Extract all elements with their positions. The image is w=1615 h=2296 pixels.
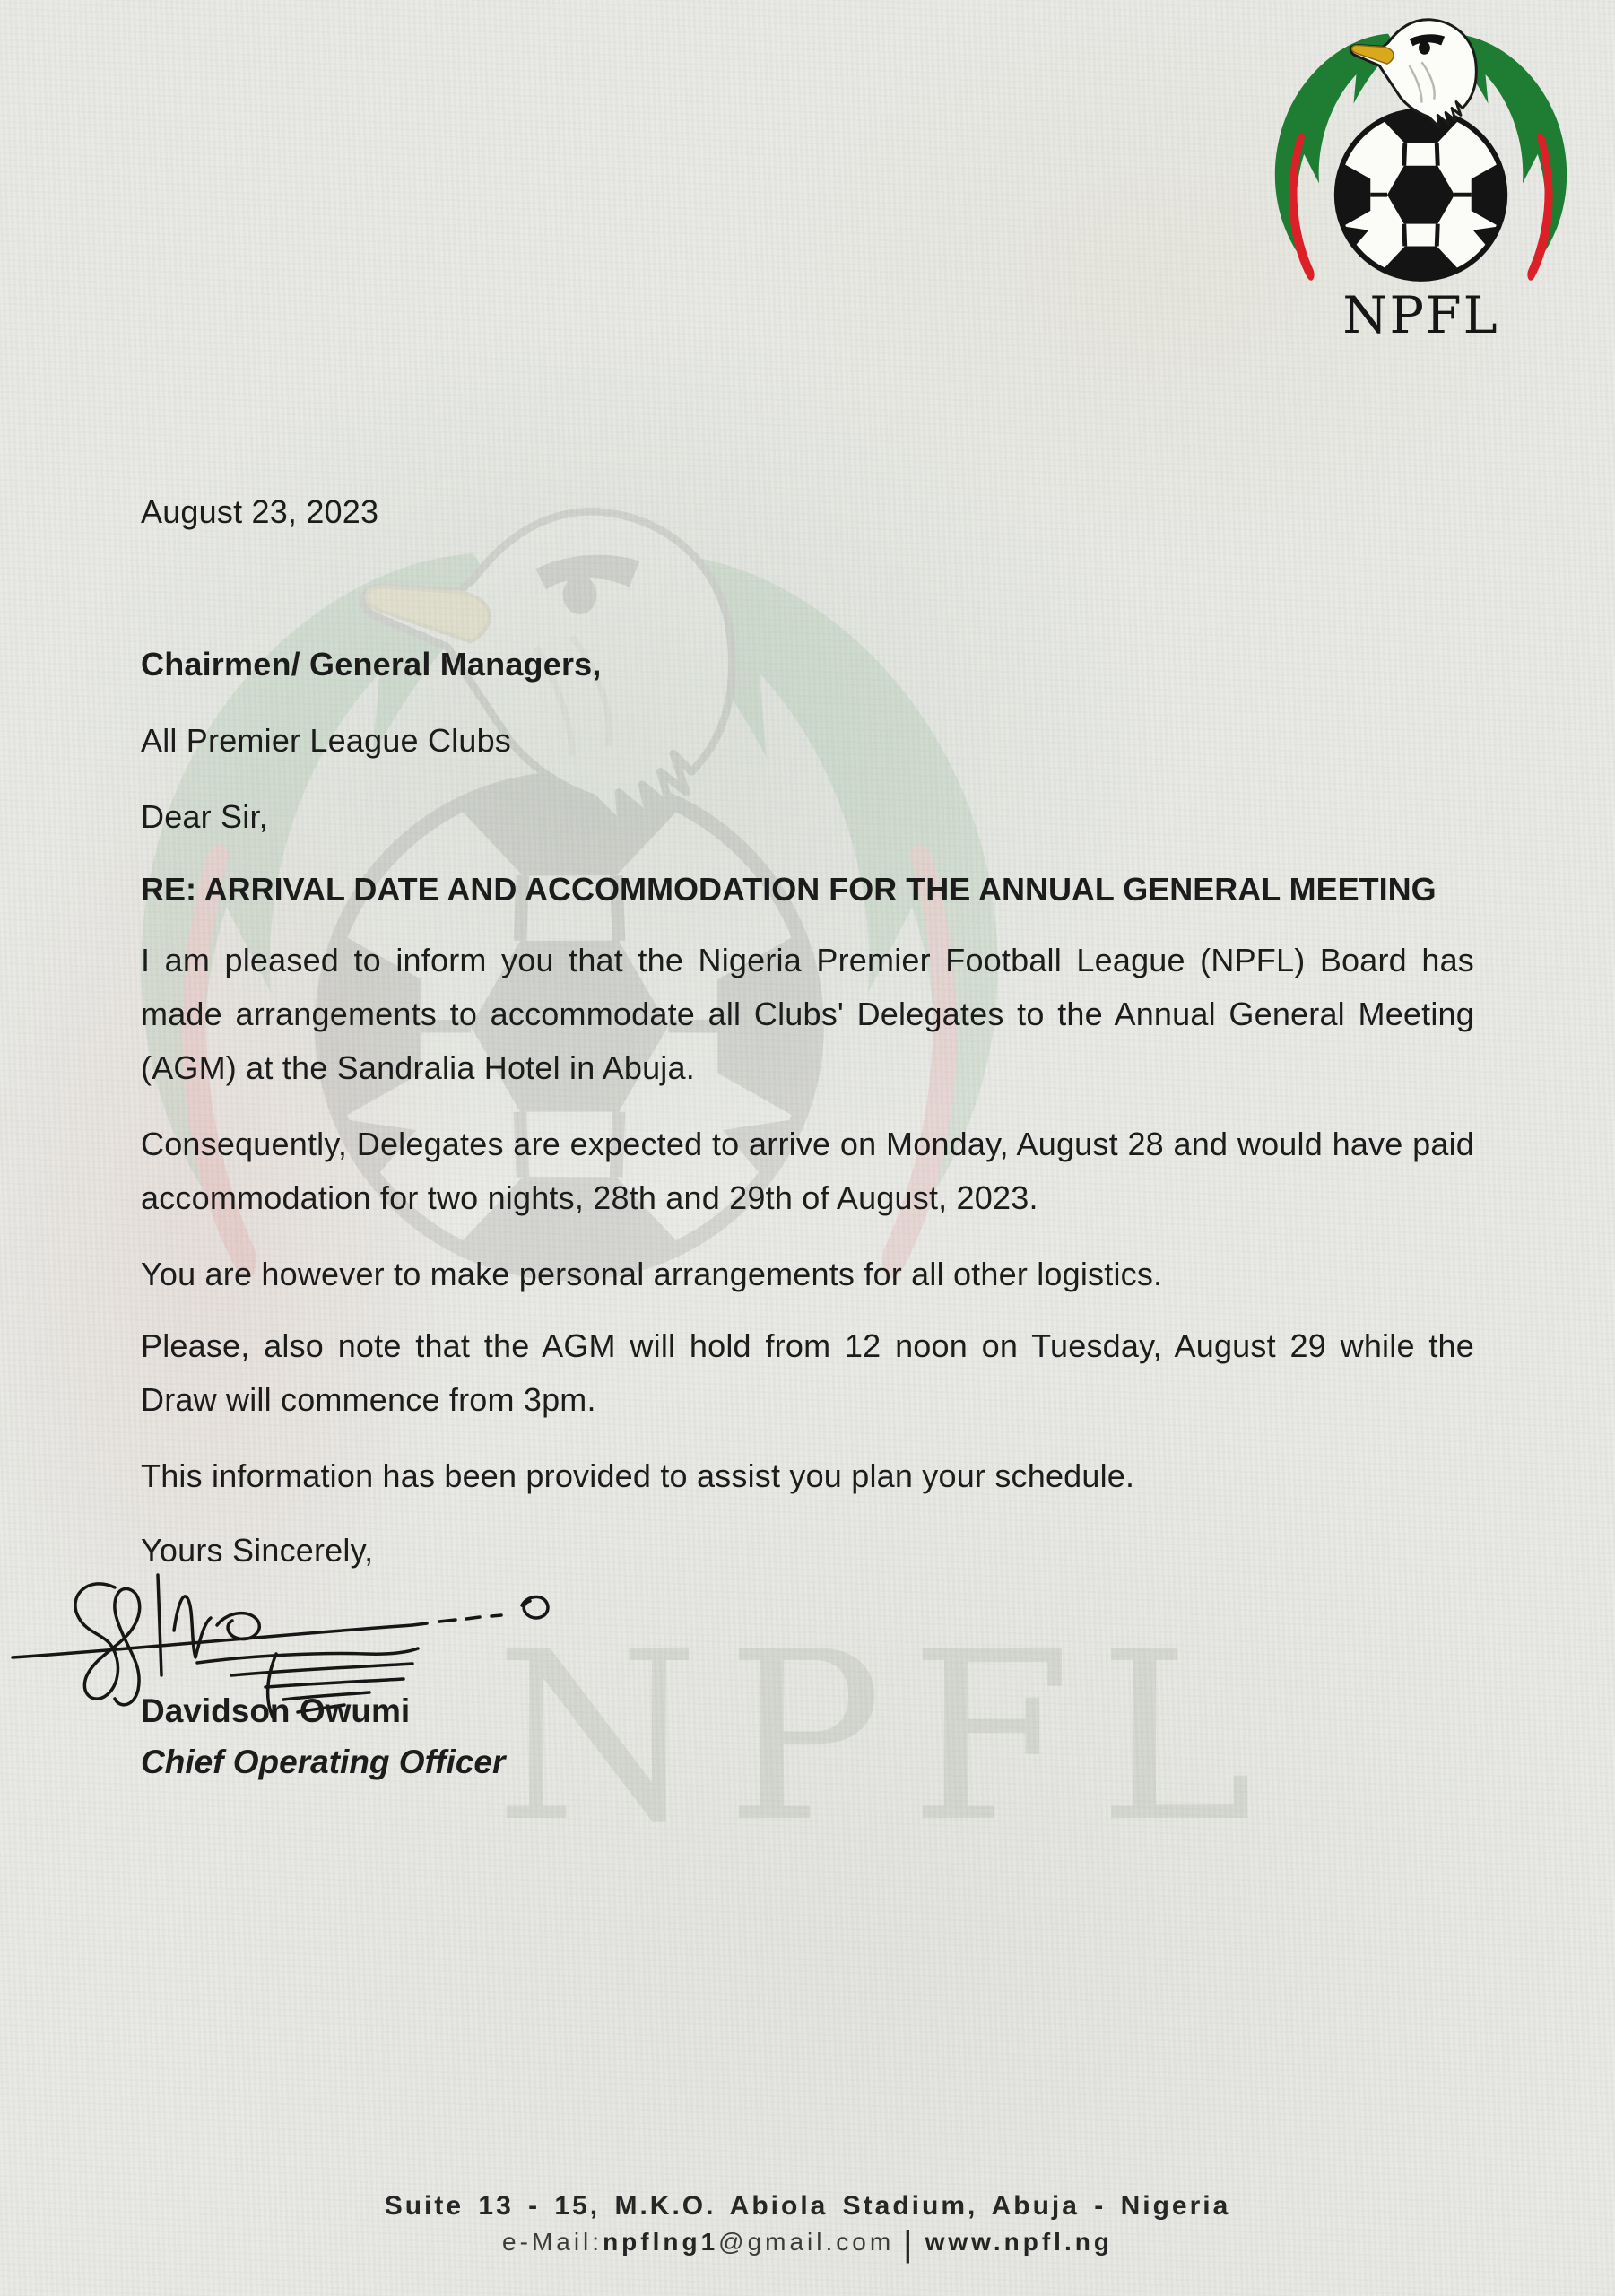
paragraph-5: This information has been provided to assist you plan your schedule. — [141, 1457, 1135, 1494]
background-npfl-watermark: NPFL — [495, 1603, 1281, 1874]
paragraph-1: I am pleased to inform you that the Nigeria Premier Football League (NPFL) Board has made arrangements to accommodate all Clubs' Delegates to the Annual General Meeting (AGM) at the Sandralia Hotel in Abuja. — [141, 942, 1474, 1086]
recipient-line-2: All Premier League Clubs — [141, 722, 511, 759]
paragraph-3: You are however to make personal arrangements for all other logistics. — [141, 1256, 1163, 1292]
footer-address: Suite 13 - 15, M.K.O. Abiola Stadium, Abuja - Nigeria — [384, 2191, 1231, 2221]
footer-email-label: e-Mail: — [502, 2228, 603, 2256]
signatory-name: Davidson Owumi — [141, 1692, 411, 1729]
footer — [0, 2188, 1615, 2262]
npfl-logo-art — [1275, 20, 1567, 281]
npfl-logo — [1248, 7, 1593, 344]
footer-separator-icon: | — [903, 2224, 916, 2264]
logo-caption: NPFL — [1342, 286, 1499, 344]
subject-line: RE: ARRIVAL DATE AND ACCOMMODATION FOR THE ANNUAL GENERAL MEETING — [141, 871, 1437, 908]
letter-date: August 23, 2023 — [141, 493, 379, 530]
soccer-ball-icon — [1337, 110, 1506, 279]
closing: Yours Sincerely, — [141, 1532, 374, 1569]
paragraph-2: Consequently, Delegates are expected to arrive on Monday, August 28 and would have paid accommodation for two nights, 28th and 29th of August, 2023. — [141, 1126, 1474, 1216]
recipient-line-1: Chairmen/ General Managers, — [141, 646, 602, 683]
paragraph-4: Please, also note that the AGM will hold from 12 noon on Tuesday, August 29 while the Draw will commence from 3pm. — [141, 1327, 1474, 1418]
footer-email-domain: @gmail.com — [718, 2228, 895, 2256]
footer-email-user: npflng1 — [603, 2228, 719, 2256]
footer-website: www.npfl.ng — [925, 2228, 1113, 2256]
salutation: Dear Sir, — [141, 798, 268, 835]
footer-contact — [0, 2224, 1615, 2262]
signatory-title: Chief Operating Officer — [141, 1744, 506, 1780]
